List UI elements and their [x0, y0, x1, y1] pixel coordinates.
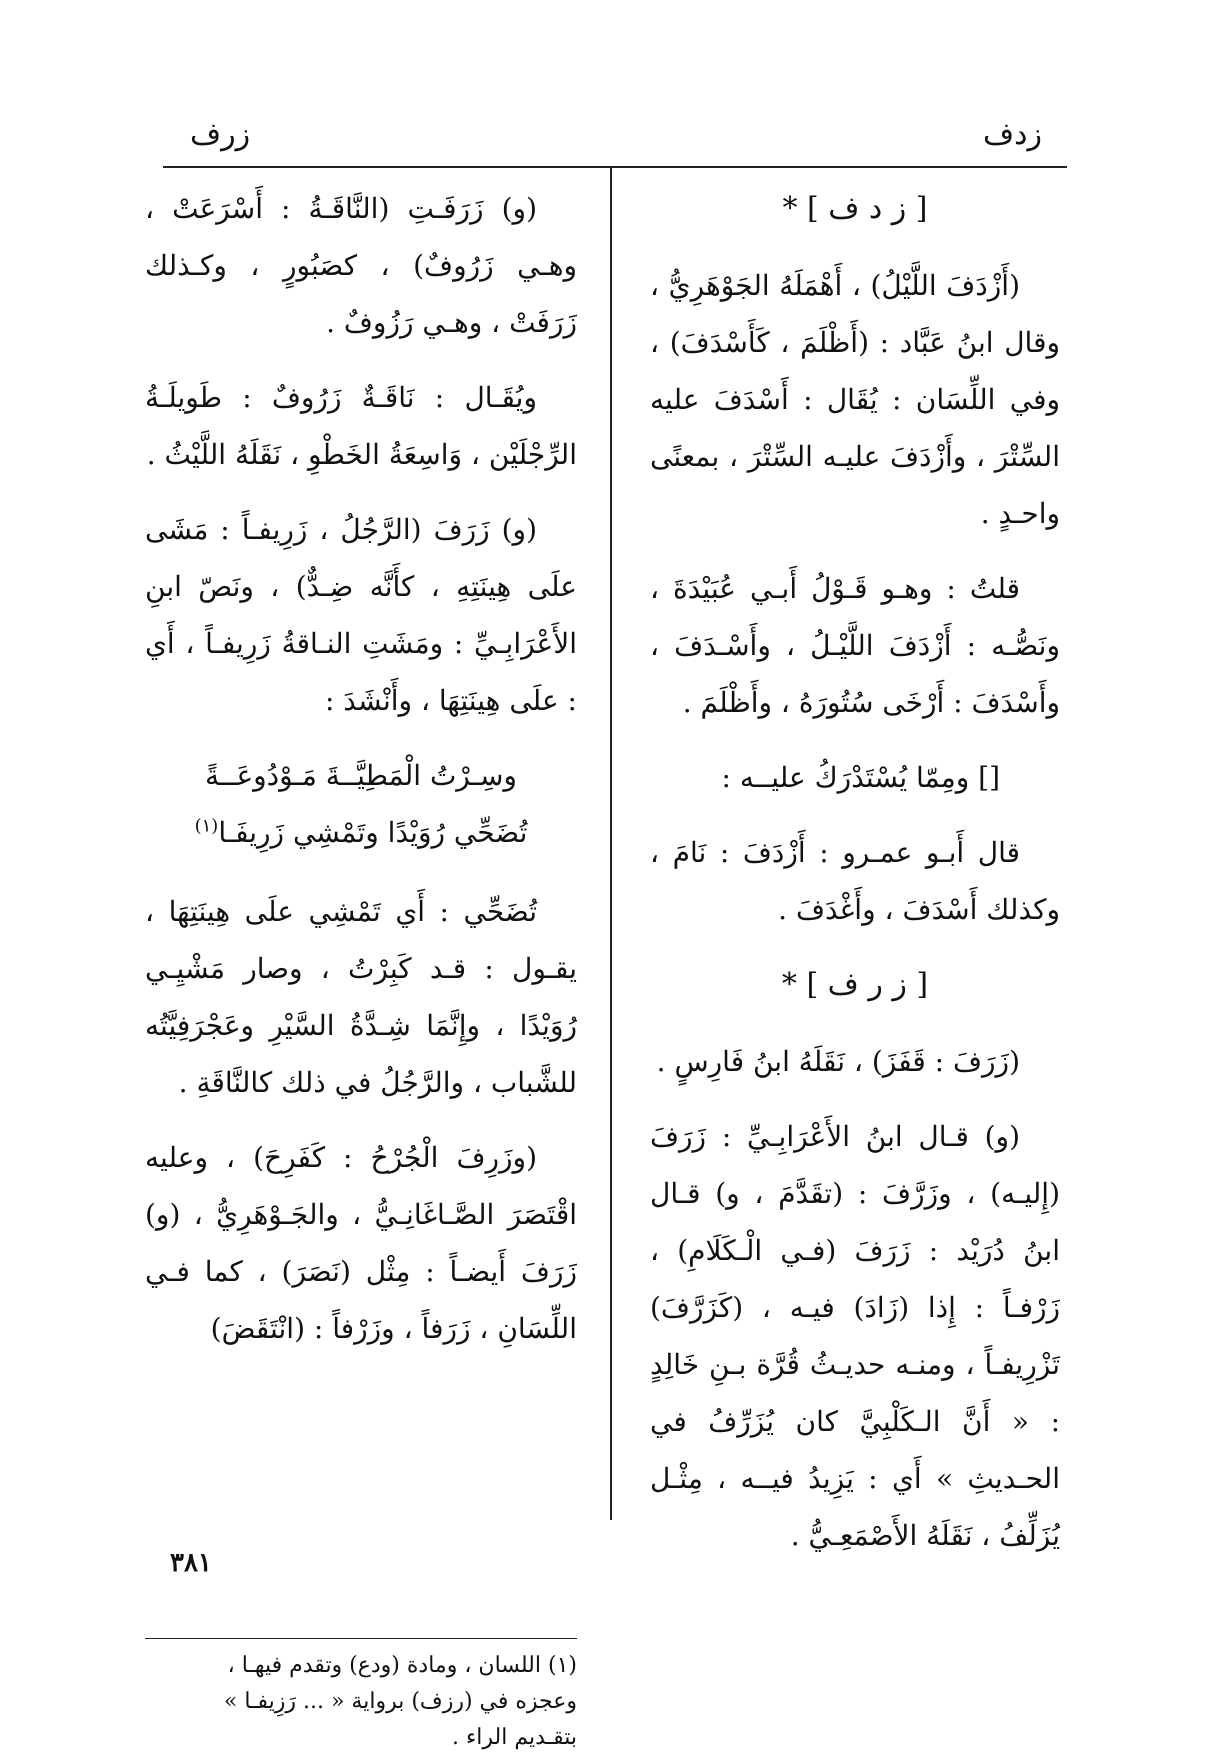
verse-line-2: [145, 804, 577, 861]
entry-paragraph: قلتُ : وهـو قَـوْلُ أَبـي عُبَيْدَةَ ، ونَصُّـه : أَزْدَفَ اللَّيْـلُ ، وأَسْـدَفَ ، وأَسْدَفَ : أَرْخَى سُتُورَهُ ، وأَظْلَمَ .: [650, 572, 1060, 719]
entry-heading-zrf: [ ز ر ف ] *: [781, 967, 929, 1002]
footnotes: [160, 1648, 577, 1756]
footnote-rule: [145, 1638, 577, 1639]
entry-paragraph: (وزَرِفَ الْجُرْحُ : كَفَرِحَ) ، وعليه اقْتَصَرَ الصَّـاغَانِـيُّ ، والجَـوْهَرِيُّ ، (و) زَرَفَ أَيضـاً : مِثْل (نَصَرَ) ، كما فـي اللِّسَانِ ، زَرَفاً ، وزَرْفاً : (انْتَقَضَ): [145, 1141, 577, 1345]
entry-paragraph: (و) زَرَفَ (الرَّجُلُ ، زَرِيفـاً : مَشَى علَى هِينَتِهِ ، كأَنَّه ضِـدٌّ) ، ونَصّ ابنِ الأَعْرَابِـيِّ : ومَشَتِ النـاقةُ زَرِيفـاً ، أَي : علَى هِينَتِهَا ، وأَنْشَدَ :: [145, 513, 577, 717]
right-column: [650, 180, 1060, 1582]
running-head-left: زرف: [190, 117, 251, 152]
entry-paragraph: تُضَحِّي : أَي تَمْشِي علَى هِينَتِهَا ، يقـول : قـد كَبِرْتُ ، وصار مَشْيِـي رُوَيْدًا ، وإِنَّمَا شِـدَّةُ السَّيْرِ وعَجْرَفِيَّتُه للشَّباب ، والرَّجُلُ في ذلك كالنَّاقَةِ .: [145, 895, 577, 1099]
left-column: [145, 180, 577, 1375]
verse-line-2-text: تُضَحِّي رُوَيْدًا وتَمْشِي زَرِيفَـا: [218, 816, 528, 849]
entry-paragraph: قال أَبـو عمـرو : أَزْدَفَ : نَامَ ، وكذلك أَسْدَفَ ، وأَغْدَفَ .: [650, 836, 1060, 926]
footnote-line: وعجزه في (رزف) برواية « ... رَزِيفـا »: [223, 1689, 577, 1714]
entry-paragraph: (زَرَفَ : قَفَزَ) ، نَقَلَهُ ابنُ فَارِسٍ .: [656, 1045, 1020, 1078]
footnote-line: (١) اللسان ، ومادة (ودع) وتقدم فيهـا ،: [227, 1653, 577, 1678]
entry-paragraph: ويُقَـال : نَاقَـةٌ زَرُوفٌ : طَويلَـةُ الرِّجْلَيْن ، وَاسِعَةُ الخَطْوِ ، نَقَلَهُ اللَّيْثُ .: [145, 381, 577, 471]
entry-paragraph: (و) زَرَفَـتِ (النَّاقَـةُ : أَسْرَعَتْ ، وهـي زَرُوفٌ) ، كصَبُورٍ ، وكـذلك زَرَفَتْ ، وهـي رَزُوفٌ .: [145, 192, 577, 339]
column-divider: [610, 168, 612, 1520]
footnote-line: بتقـديم الراء .: [451, 1725, 577, 1750]
entry-paragraph: (أَزْدَفَ اللَّيْلُ) ، أَهْمَلَهُ الجَوْهَرِيُّ ، وقال ابنُ عَبَّاد : (أَظْلَمَ ، كَأَسْدَفَ) ، وفي اللِّسَان : يُقَال : أَسْدَفَ عليه السِّتْرَ ، وأَزْدَفَ عليـه السِّتْرَ ، بمعنًى واحـدٍ .: [650, 269, 1060, 530]
entry-paragraph: (و) قـال ابنُ الأَعْرَابِـيِّ : زَرَفَ (إِليـه) ، وزَرَّفَ : (تقَدَّمَ ، و) قـال ابنُ دُرَيْد : زَرَفَ (فـي الْـكَلَامِ) ، زَرْفـاً : إِذا (زَادَ) فيـه ، (كَزَرَّفَ) تَزْرِيفـاً ، ومنـه حديـثُ قُرَّة بـنِ خَالِدٍ : « أَنَّ الـكَلْبِيَّ كان يُزَرِّفُ في الحـديثِ » أَي : يَزِيدُ فيــه ، مِثْـل يُزَلِّفُ ، نَقَلَهُ الأَصْمَعِـيُّ .: [650, 1120, 1060, 1552]
footnote-marker: (١): [194, 815, 219, 837]
page-number: ٣٨١: [170, 1548, 212, 1578]
mustadrak-line: [] ومِمّا يُسْتَدْرَكُ عليــه :: [721, 761, 1000, 794]
header-rule: [163, 166, 1067, 168]
verse-line-1: وسِـرْتُ الْمَطِيَّــةَ مَـوْدُوعَــةً: [205, 759, 517, 792]
running-head-right: زدف: [983, 117, 1042, 152]
entry-heading-zdf: [ ز د ف ] *: [782, 191, 928, 226]
